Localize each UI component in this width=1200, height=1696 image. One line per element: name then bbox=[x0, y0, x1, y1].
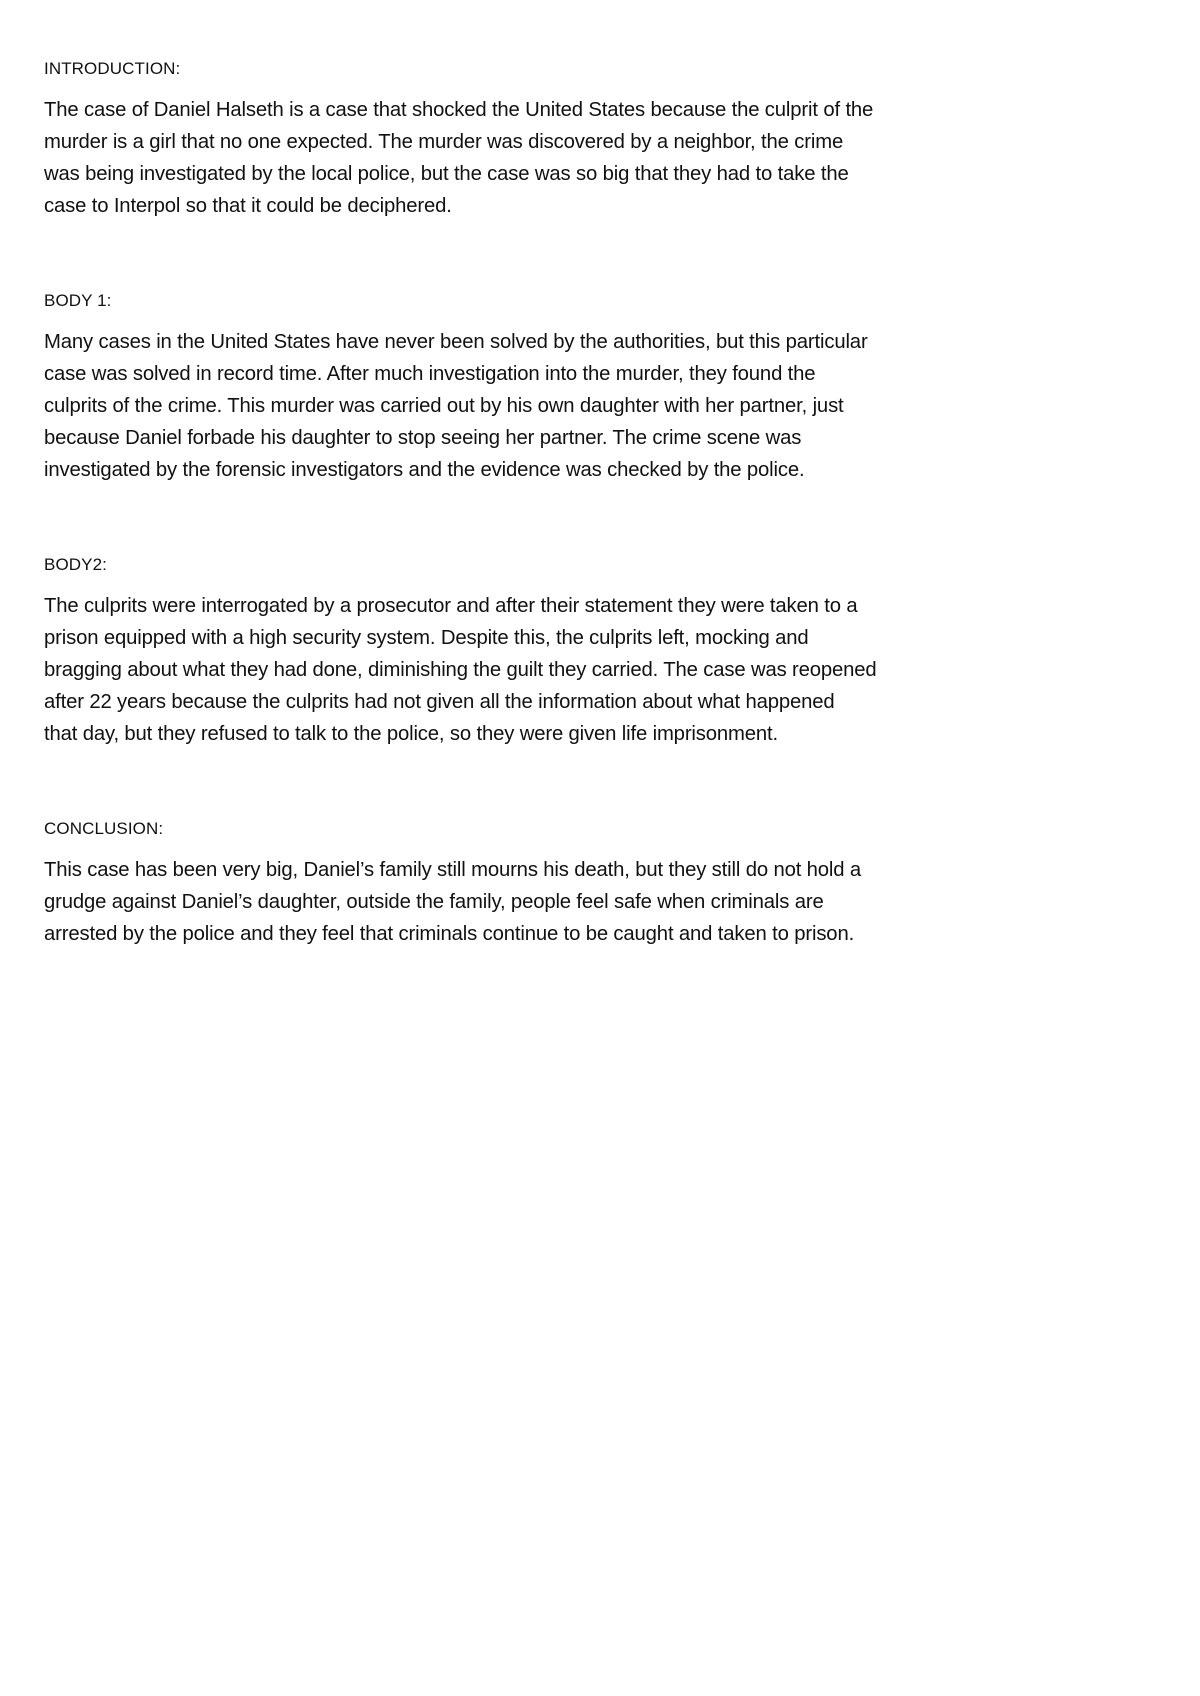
text-line: arrested by the police and they feel that criminals continue to be caught and taken to prison. bbox=[44, 923, 855, 945]
text-line: investigated by the forensic investigators and the evidence was checked by the police. bbox=[44, 459, 805, 481]
document-content bbox=[44, 58, 1004, 950]
text-line: This case has been very big, Daniel’s family still mourns his death, but they still do not hold a bbox=[44, 859, 862, 881]
text-line: bragging about what they had done, diminishing the guilt they carried. The case was reopened bbox=[44, 659, 877, 681]
text-line: prison equipped with a high security system. Despite this, the culprits left, mocking and bbox=[44, 627, 809, 649]
text-line: culprits of the crime. This murder was carried out by his own daughter with her partner, just bbox=[44, 395, 844, 417]
section-heading: INTRODUCTION: bbox=[44, 59, 181, 78]
text-line: grudge against Daniel’s daughter, outside the family, people feel safe when criminals are bbox=[44, 891, 824, 913]
text-line: case to Interpol so that it could be deciphered. bbox=[44, 195, 452, 217]
text-line: case was solved in record time. After much investigation into the murder, they found the bbox=[44, 363, 816, 385]
text-line: that day, but they refused to talk to the police, so they were given life imprisonment. bbox=[44, 723, 778, 745]
text-line: was being investigated by the local police, but the case was so big that they had to take the bbox=[44, 163, 849, 185]
section-body-1 bbox=[44, 290, 1004, 486]
section-paragraph bbox=[44, 326, 1004, 486]
text-line: murder is a girl that no one expected. The murder was discovered by a neighbor, the crime bbox=[44, 131, 844, 153]
section-introduction bbox=[44, 58, 1004, 222]
text-line: after 22 years because the culprits had not given all the information about what happened bbox=[44, 691, 835, 713]
section-paragraph bbox=[44, 854, 1004, 950]
section-body-2 bbox=[44, 554, 1004, 750]
section-heading: BODY 1: bbox=[44, 291, 112, 310]
text-line: The culprits were interrogated by a prosecutor and after their statement they were taken to a bbox=[44, 595, 858, 617]
section-heading: BODY2: bbox=[44, 555, 107, 574]
text-line: The case of Daniel Halseth is a case that shocked the United States because the culprit of the bbox=[44, 99, 874, 121]
text-line: because Daniel forbade his daughter to stop seeing her partner. The crime scene was bbox=[44, 427, 802, 449]
section-heading: CONCLUSION: bbox=[44, 819, 164, 838]
section-paragraph bbox=[44, 94, 1004, 222]
section-conclusion bbox=[44, 818, 1004, 950]
text-line: Many cases in the United States have never been solved by the authorities, but this particular bbox=[44, 331, 868, 353]
section-paragraph bbox=[44, 590, 1004, 750]
